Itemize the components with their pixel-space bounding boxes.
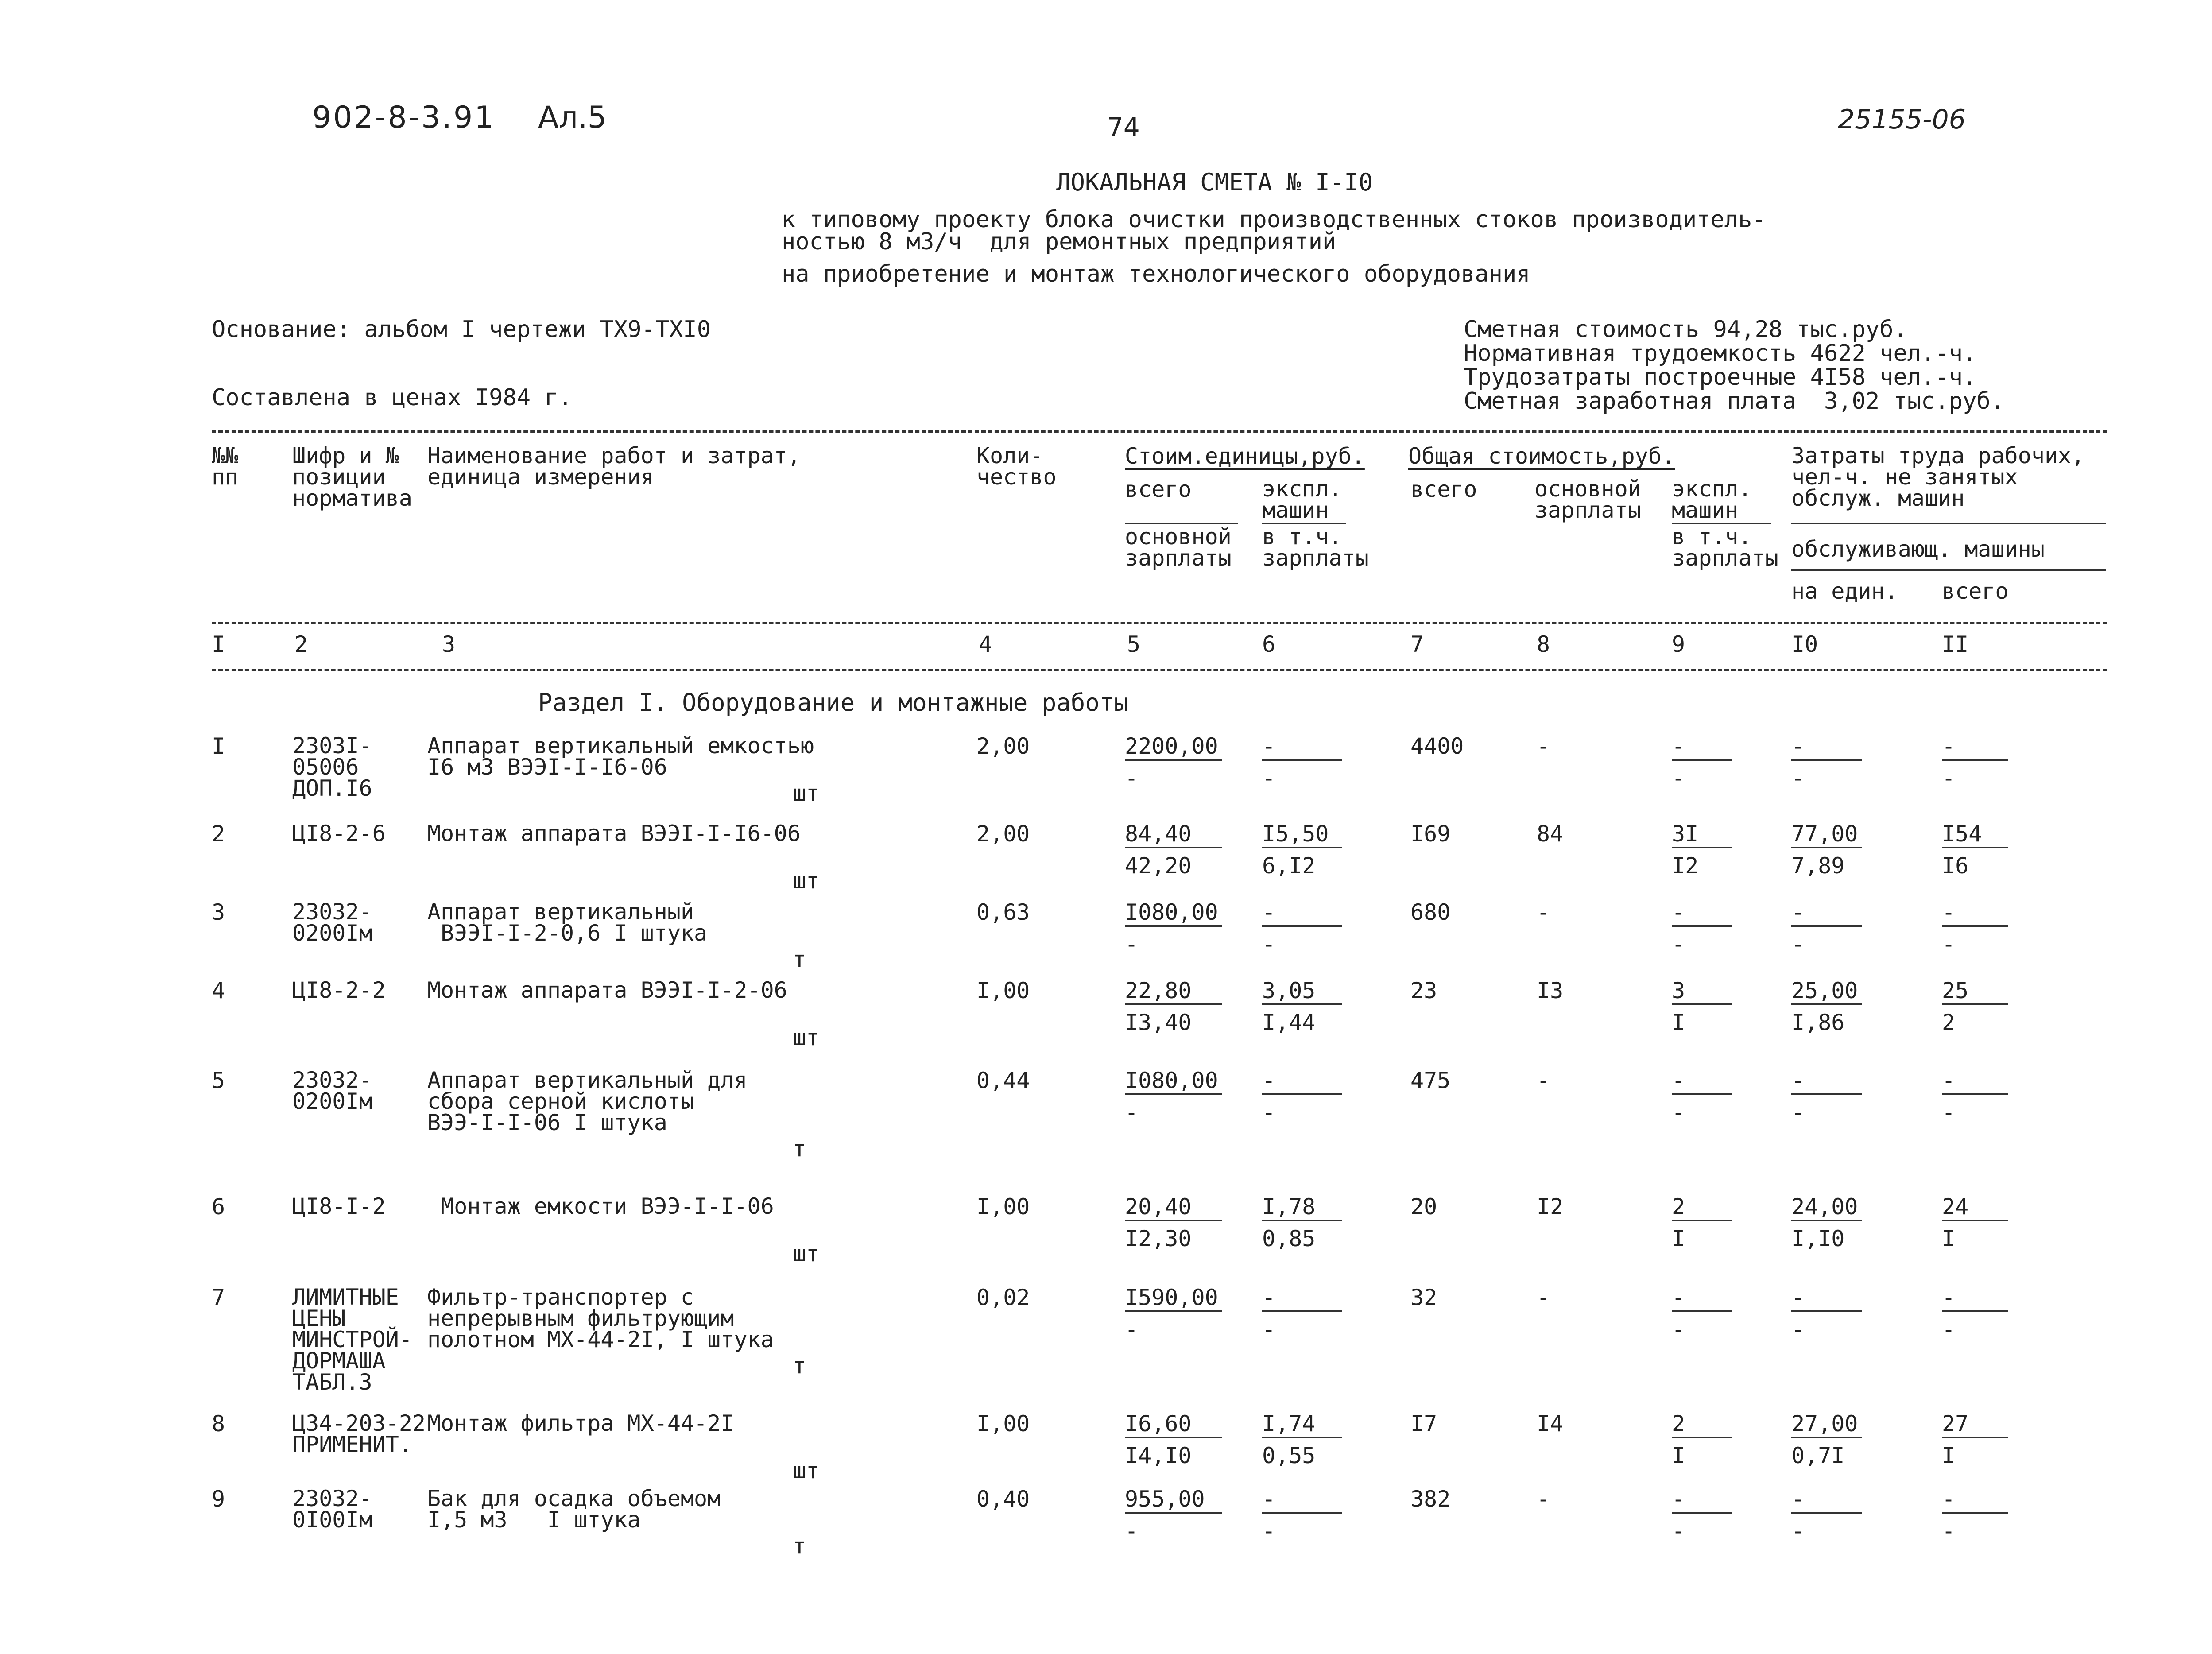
row-number: 4 [212, 978, 225, 1003]
col-3-header: Наименование работ и затрат, единица измерения [427, 443, 801, 490]
row-total-machines-top: - [1672, 901, 1732, 927]
row-labor-total [1942, 823, 2008, 877]
row-machine-cost [1262, 1286, 1342, 1340]
row-machine-cost-bottom: - [1262, 1100, 1276, 1125]
col-5-header-total: всего [1125, 476, 1192, 502]
row-unit-cost-top: 22,80 [1125, 980, 1222, 1005]
row-work-name: Аппарат вертикальный ВЭЭI-I-2-0,6 I штука [427, 899, 708, 946]
col-8-header: основной зарплаты [1534, 476, 1641, 523]
row-total-wages: - [1537, 1068, 1550, 1093]
row-labor-per-unit-bottom: - [1791, 1518, 1805, 1544]
row-labor-per-unit-bottom: - [1791, 931, 1805, 957]
row-norm-code: ЦI8-2-2 [292, 977, 386, 1003]
row-labor-per-unit-top: 25,00 [1791, 980, 1862, 1005]
row-total-machines-bottom: - [1672, 931, 1685, 957]
title-line-3: на приобретение и монтаж технологического оборудования [782, 261, 1530, 287]
row-total-machines [1672, 823, 1732, 877]
row-unit-cost [1125, 1488, 1222, 1542]
col-number-6: 6 [1262, 631, 1276, 657]
row-machine-cost-top: - [1262, 1286, 1342, 1312]
row-unit-cost-bottom: - [1125, 931, 1139, 957]
row-unit-cost-bottom: I3,40 [1125, 1010, 1192, 1035]
row-quantity: I,00 [976, 978, 1030, 1003]
row-labor-total [1942, 1196, 2008, 1250]
row-labor-total-bottom: - [1942, 931, 1956, 957]
col-4-header: Коли- чество [976, 443, 1057, 490]
row-total-wages: - [1537, 1486, 1550, 1512]
row-labor-per-unit-bottom: - [1791, 1317, 1805, 1342]
row-labor-total-bottom: I [1942, 1443, 1956, 1468]
row-labor-total-bottom: I6 [1942, 853, 1969, 879]
row-total-cost: 382 [1410, 1486, 1451, 1512]
row-unit-cost-top: I080,00 [1125, 901, 1222, 927]
row-total-wages: I4 [1537, 1411, 1564, 1437]
row-total-wages: 84 [1537, 821, 1564, 847]
row-total-cost: 680 [1410, 899, 1451, 925]
row-total-cost: I7 [1410, 1411, 1437, 1437]
row-total-cost: 4400 [1410, 733, 1464, 759]
row-total-wages: I2 [1537, 1194, 1564, 1220]
row-unit-cost-top: I6,60 [1125, 1413, 1222, 1438]
row-labor-per-unit [1791, 1488, 1862, 1542]
row-labor-total-bottom: - [1942, 1100, 1956, 1125]
row-machine-cost-bottom: - [1262, 1518, 1276, 1544]
row-unit-cost-top: 2200,00 [1125, 735, 1222, 761]
project-code: 902-8-3.91 [312, 100, 496, 135]
row-work-name: Фильтр-транспортер с непрерывным фильтрующим полотном МХ-44-2I, I штука [427, 1284, 774, 1352]
row-labor-per-unit-top: - [1791, 1286, 1862, 1312]
col-1-header: №№ пп [212, 443, 239, 490]
section-title: Раздел I. Оборудование и монтажные работы [538, 689, 1128, 717]
row-number: 6 [212, 1194, 225, 1220]
row-labor-per-unit-top: 77,00 [1791, 823, 1862, 848]
row-labor-total-bottom: - [1942, 765, 1956, 791]
col-5-header-wages: основной зарплаты [1125, 524, 1232, 571]
row-labor-total [1942, 901, 2008, 955]
row-machine-cost-top: - [1262, 1069, 1342, 1095]
row-total-machines-top: 2 [1672, 1413, 1732, 1438]
row-norm-code: 2303I- 05006 ДОП.I6 [292, 733, 372, 801]
row-number: 2 [212, 821, 225, 847]
row-labor-total-top: 27 [1942, 1413, 2008, 1438]
document-number: 25155-06 [1838, 104, 1966, 135]
row-unit-cost-bottom: I2,30 [1125, 1226, 1192, 1251]
row-total-machines [1672, 1413, 1732, 1467]
row-total-machines [1672, 901, 1732, 955]
row-total-cost: 20 [1410, 1194, 1437, 1220]
header-top-rule [212, 430, 2107, 433]
row-machine-cost [1262, 1488, 1342, 1542]
row-machine-cost-bottom: 0,55 [1262, 1443, 1316, 1468]
row-unit-cost-bottom: - [1125, 1100, 1139, 1125]
row-work-name: Бак для осадка объемом I,5 м3 I штука [427, 1486, 721, 1533]
col-number-7: 7 [1410, 631, 1424, 657]
row-total-machines-top: 3I [1672, 823, 1732, 848]
row-norm-code: 23032- 0I00Iм [292, 1486, 372, 1533]
row-machine-cost [1262, 901, 1342, 955]
row-total-machines-bottom: I [1672, 1226, 1685, 1251]
row-labor-per-unit-bottom: 0,7I [1791, 1443, 1845, 1468]
summary-wages: Сметная заработная плата 3,02 тыс.руб. [1464, 388, 2004, 414]
row-labor-per-unit-bottom: - [1791, 1100, 1805, 1125]
row-work-name: Аппарат вертикальный для сбора серной кислоты ВЭЭ-I-I-06 I штука [427, 1067, 748, 1135]
row-machine-cost-top: - [1262, 1488, 1342, 1514]
row-labor-total-top: - [1942, 1069, 2008, 1095]
col-9-header-machines: экспл. машин [1672, 476, 1752, 523]
row-machine-cost-top: 3,05 [1262, 980, 1342, 1005]
row-unit-cost [1125, 1286, 1222, 1340]
row-total-wages: - [1537, 733, 1550, 759]
row-total-machines-bottom: - [1672, 1518, 1685, 1544]
row-machine-cost-top: - [1262, 901, 1342, 927]
row-total-machines-bottom: - [1672, 765, 1685, 791]
row-unit-cost-bottom: - [1125, 1518, 1139, 1544]
row-labor-total-top: I54 [1942, 823, 2008, 848]
row-labor-total-bottom: I [1942, 1226, 1956, 1251]
row-labor-total [1942, 1413, 2008, 1467]
row-total-wages: - [1537, 1285, 1550, 1310]
row-labor-per-unit [1791, 980, 1862, 1034]
row-labor-per-unit-top: - [1791, 1069, 1862, 1095]
col-2-header: Шифр и № позиции норматива [292, 443, 412, 511]
row-labor-per-unit-bottom: 7,89 [1791, 853, 1845, 879]
row-labor-total-bottom: - [1942, 1317, 1956, 1342]
row-labor-per-unit-top: - [1791, 735, 1862, 761]
row-unit-cost-top: 84,40 [1125, 823, 1222, 848]
total-cost-group-header: Общая стоимость,руб. [1408, 443, 1675, 469]
col-11-header: всего [1942, 578, 2009, 604]
row-work-name: Аппарат вертикальный емкостью I6 м3 ВЭЭI-I-I6-06 [427, 733, 814, 780]
row-norm-code: Ц34-203-22 ПРИМЕНИТ. [292, 1410, 426, 1457]
row-labor-per-unit-bottom: I,86 [1791, 1010, 1845, 1035]
document-title: ЛОКАЛЬНАЯ СМЕТА № I-I0 [1056, 168, 1373, 196]
title-line-2: ностью 8 м3/ч для ремонтных предприятий [782, 229, 1336, 255]
row-work-name: Монтаж аппарата ВЭЭI-I-I6-06 [427, 821, 801, 846]
row-unit-cost [1125, 901, 1222, 955]
row-total-machines [1672, 1196, 1732, 1250]
row-labor-total-top: 25 [1942, 980, 2008, 1005]
row-unit-cost-top: I080,00 [1125, 1069, 1222, 1095]
col-6-header-wages: в т.ч. зарплаты [1262, 524, 1369, 571]
row-work-name: Монтаж аппарата ВЭЭI-I-2-06 [427, 977, 787, 1003]
header-bottom-rule [212, 669, 2107, 671]
row-total-machines-bottom: - [1672, 1317, 1685, 1342]
row-machine-cost [1262, 1196, 1342, 1250]
row-unit-cost-bottom: I4,I0 [1125, 1443, 1192, 1468]
col-10-header: на един. [1791, 578, 1898, 604]
row-machine-cost [1262, 1413, 1342, 1467]
row-unit: т [793, 1533, 806, 1559]
summary-labor-costs: Трудозатраты построечные 4I58 чел.-ч. [1464, 364, 1977, 391]
row-total-machines-top: 3 [1672, 980, 1732, 1005]
col-number-8: 8 [1537, 631, 1550, 657]
col-number-2: 2 [294, 631, 308, 657]
row-labor-per-unit [1791, 901, 1862, 955]
col-9-header-wages: в т.ч. зарплаты [1672, 524, 1778, 571]
row-unit: т [793, 1136, 806, 1162]
row-machine-cost-top: I5,50 [1262, 823, 1342, 848]
row-total-machines [1672, 735, 1732, 789]
row-machine-cost [1262, 823, 1342, 877]
row-unit-cost [1125, 1196, 1222, 1250]
row-unit: т [793, 946, 806, 972]
row-labor-per-unit-bottom: I,I0 [1791, 1226, 1845, 1251]
row-unit: шт [793, 1458, 820, 1484]
row-total-cost: 23 [1410, 978, 1437, 1003]
row-total-machines-top: - [1672, 735, 1732, 761]
col-7-header: всего [1410, 476, 1477, 502]
row-labor-total [1942, 980, 2008, 1034]
row-total-cost: 475 [1410, 1068, 1451, 1093]
row-unit-cost [1125, 823, 1222, 877]
row-labor-per-unit [1791, 1413, 1862, 1467]
row-unit: шт [793, 1241, 820, 1267]
row-work-name: Монтаж фильтра МХ-44-2I [427, 1410, 734, 1436]
col-number-5: 5 [1127, 631, 1141, 657]
basis-line: Основание: альбом I чертежи ТХ9-ТХI0 [212, 316, 711, 343]
row-labor-per-unit [1791, 1196, 1862, 1250]
row-labor-per-unit-top: 27,00 [1791, 1413, 1862, 1438]
row-machine-cost-bottom: 0,85 [1262, 1226, 1316, 1251]
row-quantity: 0,63 [976, 899, 1030, 925]
col-number-4: 4 [979, 631, 992, 657]
page-number: 74 [1107, 112, 1140, 142]
row-quantity: 0,02 [976, 1285, 1030, 1310]
row-machine-cost-top: I,74 [1262, 1413, 1342, 1438]
row-unit-cost [1125, 1413, 1222, 1467]
row-unit-cost [1125, 735, 1222, 789]
album-number: Ал.5 [538, 100, 607, 135]
row-labor-total-bottom: - [1942, 1518, 1956, 1544]
row-quantity: 2,00 [976, 733, 1030, 759]
row-total-machines-bottom: I2 [1672, 853, 1699, 879]
unit-cost-group-header: Стоим.единицы,руб. [1125, 443, 1365, 469]
row-machine-cost-bottom: - [1262, 765, 1276, 791]
row-labor-per-unit [1791, 1069, 1862, 1123]
row-unit-cost-top: 20,40 [1125, 1196, 1222, 1221]
summary-estimated-cost: Сметная стоимость 94,28 тыс.руб. [1464, 316, 1907, 343]
row-number: 3 [212, 899, 225, 925]
row-total-wages: - [1537, 899, 1550, 925]
row-machine-cost [1262, 735, 1342, 789]
row-number: 5 [212, 1068, 225, 1093]
row-machine-cost-bottom: I,44 [1262, 1010, 1316, 1035]
row-number: 8 [212, 1411, 225, 1437]
row-total-machines [1672, 1286, 1732, 1340]
col-number-11: II [1942, 631, 1969, 657]
col-number-9: 9 [1672, 631, 1685, 657]
row-labor-per-unit-bottom: - [1791, 765, 1805, 791]
row-total-cost: I69 [1410, 821, 1451, 847]
row-unit: т [793, 1353, 806, 1379]
row-quantity: 0,40 [976, 1486, 1030, 1512]
row-labor-total-top: - [1942, 901, 2008, 927]
row-labor-total-top: - [1942, 1488, 2008, 1514]
row-total-machines [1672, 1069, 1732, 1123]
header-mid-rule [212, 622, 2107, 624]
row-labor-per-unit-top: 24,00 [1791, 1196, 1862, 1221]
row-total-machines-top: 2 [1672, 1196, 1732, 1221]
row-machine-cost-bottom: 6,I2 [1262, 853, 1316, 879]
row-work-name: Монтаж емкости ВЭЭ-I-I-06 [427, 1193, 774, 1219]
row-unit: шт [793, 1025, 820, 1050]
labor-group-header: Затраты труда рабочих, чел-ч. не занятых обслуж. машин [1791, 443, 2085, 511]
row-unit-cost [1125, 980, 1222, 1034]
row-quantity: I,00 [976, 1194, 1030, 1220]
row-quantity: I,00 [976, 1411, 1030, 1437]
row-total-machines-top: - [1672, 1069, 1732, 1095]
row-unit-cost-top: 955,00 [1125, 1488, 1222, 1514]
row-total-machines [1672, 980, 1732, 1034]
row-labor-per-unit-top: - [1791, 901, 1862, 927]
row-unit-cost-bottom: - [1125, 765, 1139, 791]
labor-header-rule-1 [1791, 523, 2106, 524]
row-machine-cost [1262, 1069, 1342, 1123]
row-labor-total-top: 24 [1942, 1196, 2008, 1221]
row-machine-cost-bottom: - [1262, 1317, 1276, 1342]
row-labor-per-unit-top: - [1791, 1488, 1862, 1514]
labor-subheader: обслуживающ. машины [1791, 536, 2045, 562]
row-unit-cost-bottom: - [1125, 1317, 1139, 1342]
row-total-cost: 32 [1410, 1285, 1437, 1310]
col-6-header-machines: экспл. машин [1262, 476, 1342, 523]
row-unit-cost-bottom: 42,20 [1125, 853, 1192, 879]
row-norm-code: ЦI8-2-6 [292, 821, 386, 846]
row-number: 7 [212, 1285, 225, 1310]
title-line-1: к типовому проекту блока очистки производственных стоков производитель- [782, 206, 1766, 233]
col-number-10: I0 [1791, 631, 1818, 657]
row-quantity: 0,44 [976, 1068, 1030, 1093]
row-norm-code: ЛИМИТНЫЕ ЦЕНЫ МИНСТРОЙ- ДОРМАША ТАБЛ.3 [292, 1284, 412, 1395]
row-machine-cost-top: - [1262, 735, 1342, 761]
row-labor-per-unit [1791, 735, 1862, 789]
row-labor-total [1942, 1488, 2008, 1542]
row-number: I [212, 733, 225, 759]
row-labor-total-top: - [1942, 735, 2008, 761]
summary-labor-intensity: Нормативная трудоемкость 4622 чел.-ч. [1464, 340, 1977, 367]
row-total-machines-bottom: I [1672, 1443, 1685, 1468]
row-labor-total-top: - [1942, 1286, 2008, 1312]
row-unit-cost [1125, 1069, 1222, 1123]
prices-year-line: Составлена в ценах I984 г. [212, 384, 572, 411]
row-norm-code: 23032- 0200Iм [292, 899, 372, 946]
row-labor-total-bottom: 2 [1942, 1010, 1956, 1035]
row-labor-per-unit [1791, 823, 1862, 877]
row-total-machines-bottom: - [1672, 1100, 1685, 1125]
row-machine-cost [1262, 980, 1342, 1034]
row-total-machines [1672, 1488, 1732, 1542]
row-unit: шт [793, 780, 820, 806]
row-labor-total [1942, 1069, 2008, 1123]
col-number-1: I [212, 631, 225, 657]
row-total-wages: I3 [1537, 978, 1564, 1003]
row-machine-cost-bottom: - [1262, 931, 1276, 957]
col-number-3: 3 [442, 631, 456, 657]
row-unit: шт [793, 868, 820, 894]
row-labor-total [1942, 1286, 2008, 1340]
row-total-machines-top: - [1672, 1286, 1732, 1312]
row-labor-total [1942, 735, 2008, 789]
row-machine-cost-top: I,78 [1262, 1196, 1342, 1221]
row-quantity: 2,00 [976, 821, 1030, 847]
row-total-machines-top: - [1672, 1488, 1732, 1514]
row-number: 9 [212, 1486, 225, 1512]
labor-header-rule-2 [1791, 569, 2106, 571]
row-labor-per-unit [1791, 1286, 1862, 1340]
row-total-machines-bottom: I [1672, 1010, 1685, 1035]
row-norm-code: 23032- 0200Iм [292, 1067, 372, 1114]
row-unit-cost-top: I590,00 [1125, 1286, 1222, 1312]
row-norm-code: ЦI8-I-2 [292, 1193, 386, 1219]
